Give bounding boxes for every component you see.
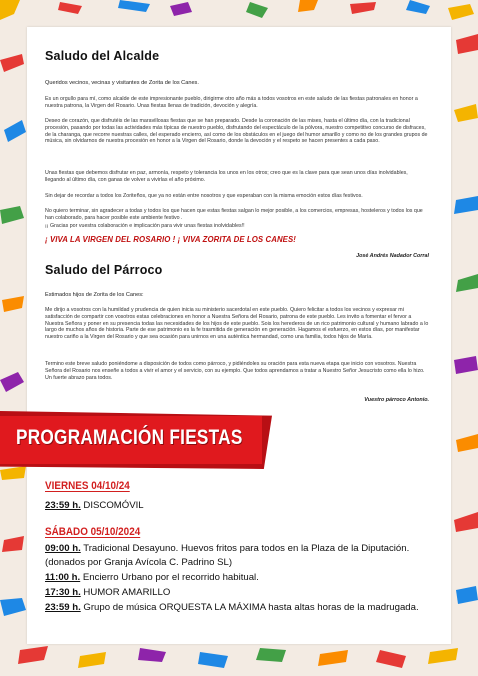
event-time: 17:30 h. [45,587,81,598]
event-text: Grupo de música ORQUESTA LA MÁXIMA hasta altas horas de la madrugada. [80,602,419,613]
alcalde-greeting: Queridos vecinos, vecinas y visitantes de Zorita de los Canes. [45,80,199,86]
parroco-paragraph-1: Me dirijo a vosotros con la humildad y prudencia de quien inicia su ministerio sacerdotal en este pueblo. Quiero felicitar a todos los vecinos y expresar mi satisfacción de compartir con vosotros estas celebraciones en honor a Nuestra Señora del Rosario, patrona de este pueblo. Les invito a fomentar el fervor a Nuestra Señora y poner en su presencia todas las necesidades de los hijos de este pueblo. Sois los herederos de un rico patrimonio cultural y humano labrado a lo largo de muchos años de historia. Parte de ese patrimonio es la fe trasmitida de generación en generación. Hagamos el esfuerzo, en estos días, por manifestar nuestro cariño a la Virgen del Rosario y que sea ocasión para unirnos en una auténtica hermandad, como una familia, todos hijos de María. [45,307,429,341]
programacion-banner [0,416,262,464]
alcalde-signature: José Andrés Nadador Corral [356,253,429,259]
alcalde-title: Saludo del Alcalde [45,49,160,63]
event-time: 23:59 h. [45,500,81,511]
event-text: Encierro Urbano por el recorrido habitual. [80,572,259,583]
banner-title: PROGRAMACIÓN FIESTAS [16,426,243,449]
event-time: 09:00 h. [45,543,81,554]
event-time: 11:00 h. [45,572,81,583]
day-friday-label: VIERNES 04/10/24 [45,480,130,492]
event-text: DISCOMÓVIL [80,500,144,511]
parroco-greeting: Estimados hijos de Zorita de los Canes: [45,292,144,298]
alcalde-paragraph-6: ¡¡ Gracias por vuestra colaboración e implicación para vivir unas fiestas inolvidables!! [45,223,245,229]
parroco-title: Saludo del Párroco [45,263,163,277]
viva-slogan: ¡ VIVA LA VIRGEN DEL ROSARIO ! ¡ VIVA ZORITA DE LOS CANES! [45,235,296,244]
event-text: Tradicional Desayuno. Huevos fritos para todos en la Plaza de la Diputación. [80,543,410,554]
document-page [27,27,451,644]
alcalde-paragraph-3: Unas fiestas que debemos disfrutar en paz, armonía, respeto y tolerancia los unos en los otros; creo que es la clave para que sean unos días inolvidables, llegando al último día, con ganas de volver a vivirlas el año próximo. [45,170,408,183]
event-note: (donados por Granja Avícola C. Padrino SL) [45,557,233,568]
alcalde-paragraph-1: Es un orgullo para mí, como alcalde de este impresionante pueblo, dirigirme otro año más a todos vosotros en este saludo de las fiestas patronales en honor a nuestra patrona, la Virgen del Rosario. Unas fiestas llenas de tradición, devoción y alegría. [45,96,418,109]
parroco-paragraph-2: Termino este breve saludo poniéndome a disposición de todos como párroco, y pidiéndoles su oración para esta nueva etapa que inicio con vosotros. Nuestra Señora del Rosario nos enseñe a todos a vivir el amor y el servicio, con su ejemplo. Que todos aprendamos a tratar a Nuestro Señor Jesucristo como ella lo hizo. Un fuerte abrazo para todos. [45,361,425,381]
alcalde-paragraph-2: Deseo de corazón, que disfrutéis de las maravillosas fiestas que se han preparado. Desde la coronación de las mises, hasta el último día, con la tradicional procesión, pasando por todas las actividades más típicas de nuestro pueblo, disfrutando del espectáculo de la pólvora, nuestro competitivo concurso de disfraces, de la charanga, que recorre nuestras calles, del esperado encierro, así como de los obstáculos en el juego del humor amarillo y como no de los grandes grupos de música, sin olvidarnos de nuestra procesión en honor a la Virgen del Rosario, donde la devoción y el respeto se hacen presentes a cada paso. [45,118,428,145]
event-text: HUMOR AMARILLO [80,587,171,598]
alcalde-paragraph-5: No quiero terminar, sin agradecer a todas y todos los que hacen que estas fiestas salgan lo mejor posible, a los comercios, empresas, hosteleros y todos los que han colaborado, para hacer posible este ambiente festivo . [45,208,423,221]
event-time: 23:59 h. [45,602,81,613]
day-saturday-label: SÁBADO 05/10/2024 [45,526,141,538]
parroco-signature: Vuestro párroco Antonio. [364,397,429,403]
alcalde-paragraph-4: Sin dejar de recordar a todos los Zoriteños, que ya no están entre nosotros y que esperaban con la misma emoción estos días festivos. [45,193,363,199]
